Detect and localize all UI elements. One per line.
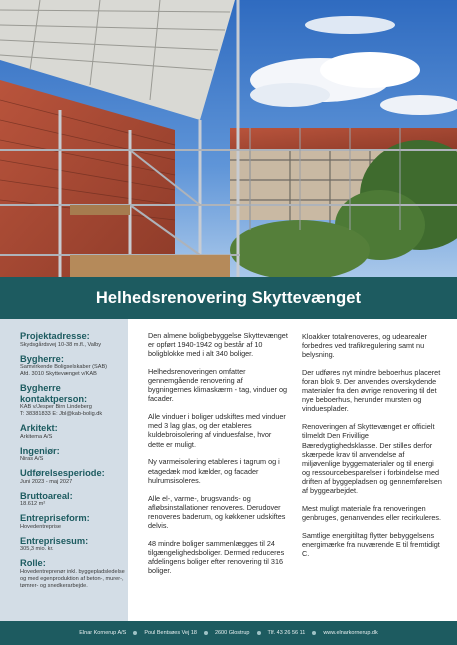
fact-label: Projektadresse: xyxy=(20,331,90,341)
paragraph: Kloakker totalrenoveres, og udearealer forbedres ved trafikregulering samt nu belysning. xyxy=(302,332,427,360)
fact-value: KAB v/Jesper Birn Lindeberg T: 38381833 E: Jbl@kab-bolig.dk xyxy=(20,404,103,417)
fact-label: Bruttoareal: xyxy=(20,490,73,501)
fact-contract-sum xyxy=(20,536,128,554)
separator-dot-icon xyxy=(204,631,208,635)
fact-role xyxy=(20,558,128,590)
separator-dot-icon xyxy=(312,631,316,635)
fact-label: Udførelsesperiode: xyxy=(20,468,105,478)
paragraph: Samtlige energitiltag flytter bebyggelsens energimærke fra nuværende E til fremtidigt C. xyxy=(302,530,440,559)
footer-phone: Tlf. 43 26 56 11 xyxy=(267,630,306,636)
fact-project-address xyxy=(20,331,128,349)
fact-label: Entreprisesum: xyxy=(20,535,89,546)
paragraph: Renoveringen af Skyttevænget er officielt tilmeldt Den Frivillige Bæredygtighedsklasse. Der stilles derfor skærpede krav til anvendelse af miljøvenlige byggematerialer og til energi og ressourcebesparelser i forbindelse med driften af byggepladsen og gennemførelsen af byggearbejdet. xyxy=(302,422,442,495)
paragraph: 48 mindre boliger sammenlægges til 24 tilgængelighedsboliger. Dermed reduceres afdelingens boliger efter renovering til 316 boliger. xyxy=(148,538,285,575)
paragraph: Der udføres nyt mindre beboerhus placeret foran blok 9. Der anvendes overskydende materialer fra den øvrige renovering til det nye beboerhus, herunder mursten og vinduesplader. xyxy=(302,368,441,414)
fact-engineer xyxy=(20,446,128,464)
separator-dot-icon xyxy=(133,631,137,635)
paragraph: Mest muligt materiale fra renoveringen genbruges, genanvendes eller recirkuleres. xyxy=(302,503,442,522)
fact-client xyxy=(20,354,128,379)
fact-value: Niras A/S xyxy=(20,456,44,462)
footer-website-link[interactable]: www.elnarkornerup.dk xyxy=(323,630,378,636)
fact-label: Rolle: xyxy=(20,558,46,568)
fact-value: 305,3 mio. kr. xyxy=(20,546,54,552)
separator-dot-icon xyxy=(257,631,261,635)
paragraph: Alle vinduer i boliger udskiftes med vinduer med 3 lag glas, og der etableres kuldebroisolering af vinduesfalse, hvor dette er muligt. xyxy=(148,412,286,449)
fact-gross-area xyxy=(20,491,128,509)
footer-city: 2600 Glostrup xyxy=(214,630,250,636)
title-band xyxy=(0,277,457,319)
fact-value: Juni 2023 - maj 2027 xyxy=(20,478,73,485)
paragraph: Den almene boligbebyggelse Skyttevænget er opført 1940-1942 og består af 10 boligblokke med i alt 340 boliger. xyxy=(148,331,288,359)
page-title: Helhedsrenovering Skyttevænget xyxy=(95,288,362,307)
fact-value: Hovedentreprenør inkl. byggepladsledelse og med egenproduktion af beton-, murer-, tømrer- og snedkerarbejde. xyxy=(20,568,125,589)
footer-street: Poul Bentsøes Vej 18 xyxy=(144,630,197,636)
paragraph: Ny varmeisolering etableres i tagrum og i etagedæk mod kælder, og facader hulrumsisoleres. xyxy=(148,457,280,485)
footer-bar xyxy=(0,621,457,645)
fact-value: Skydsgårdsvej 10-38 m.fl., Valby xyxy=(20,341,102,348)
footer-company: Elnar Kornerup A/S xyxy=(79,630,127,636)
fact-value: 18.612 m² xyxy=(20,501,46,507)
fact-label: Entrepriseform: xyxy=(20,513,90,523)
project-facts-sidebar xyxy=(0,319,128,621)
fact-architect xyxy=(20,423,128,441)
body-column-1 xyxy=(148,331,288,584)
fact-value: Samvirkende Boligselskaber (SAB) Afd. 3010 Skyttevænget v/KAB xyxy=(20,364,108,377)
fact-label: Bygherre: xyxy=(20,353,64,364)
fact-label: Arkitekt: xyxy=(20,423,58,433)
fact-contract-form xyxy=(20,513,128,531)
fact-label: Ingeniør: xyxy=(20,445,60,456)
paragraph: Alle el-, varme-, brugsvands- og afløbsinstallationer renoveres. Derudover renoveres baderum, og køkkener udskiftes delvis. xyxy=(148,493,286,530)
fact-client-contact xyxy=(20,383,128,418)
fact-label: Bygherre kontaktperson: xyxy=(20,383,88,404)
fact-period xyxy=(20,468,128,486)
fact-value: Hovedentreprise xyxy=(20,523,62,530)
body-column-2 xyxy=(302,332,442,567)
fact-value: Arkitema A/S xyxy=(20,433,53,440)
paragraph: Helhedsrenoveringen omfatter gennemgående renovering af bygningernes klimaskærm - tag, vinduer og facader. xyxy=(148,367,288,404)
hero-photo xyxy=(0,0,457,277)
